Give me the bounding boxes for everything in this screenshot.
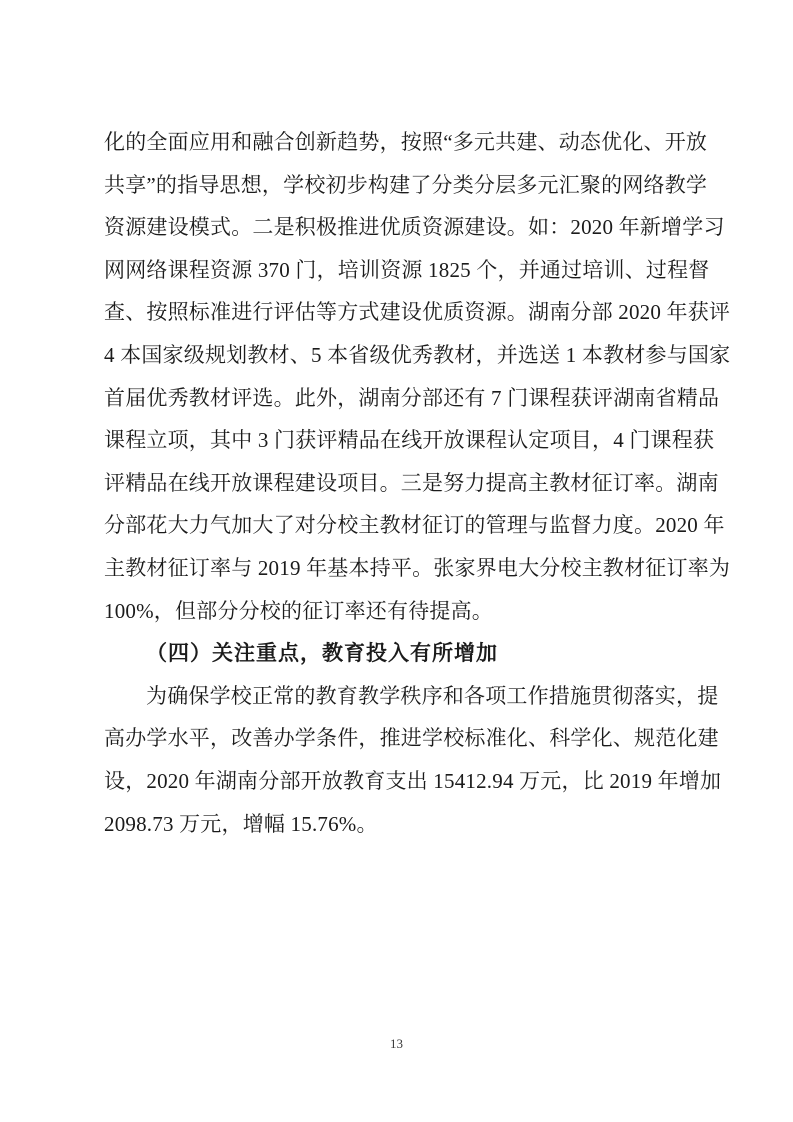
paragraph-line: 分部花大力气加大了对分校主教材征订的管理与监督力度。2020 年 — [104, 513, 725, 538]
paragraph-line: 2098.73 万元，增幅 15.76%。 — [104, 811, 378, 836]
paragraph-line: 评精品在线开放课程建设项目。三是努力提高主教材征订率。湖南 — [104, 470, 719, 495]
paragraph-line: 共享”的指导思想，学校初步构建了分类分层多元汇聚的网络教学 — [104, 172, 708, 197]
paragraph-line: 100%，但部分分校的征订率还有待提高。 — [104, 598, 493, 623]
paragraph-line: 首届优秀教材评选。此外，湖南分部还有 7 门课程获评湖南省精品 — [104, 385, 720, 410]
paragraph-line: 网网络课程资源 370 门，培训资源 1825 个，并通过培训、过程督 — [104, 257, 710, 282]
page-number: 13 — [390, 1036, 403, 1051]
paragraph-line: 查、按照标准进行评估等方式建设优质资源。湖南分部 2020 年获评 — [104, 300, 731, 325]
paragraph-line: 主教材征订率与 2019 年基本持平。张家界电大分校主教材征订率为 — [104, 555, 731, 580]
paragraph-line: 化的全面应用和融合创新趋势，按照“多元共建、动态优化、开放 — [104, 130, 708, 154]
section-heading: （四）关注重点，教育投入有所增加 — [146, 641, 498, 666]
paragraph-line: 高办学水平，改善办学条件，推进学校标准化、科学化、规范化建 — [104, 726, 719, 751]
paragraph-line: 设，2020 年湖南分部开放教育支出 15412.94 万元，比 2019 年增加 — [104, 768, 722, 793]
paragraph-line: 为确保学校正常的教育教学秩序和各项工作措施贯彻落实，提 — [146, 683, 719, 708]
paragraph-line: 4 本国家级规划教材、5 本省级优秀教材，并选送 1 本教材参与国家 — [104, 342, 731, 367]
paragraph-line: 课程立项，其中 3 门获评精品在线开放课程认定项目，4 门课程获 — [104, 428, 715, 453]
paragraph-line: 资源建设模式。二是积极推进优质资源建设。如：2020 年新增学习 — [104, 215, 725, 240]
document-body — [104, 121, 731, 845]
